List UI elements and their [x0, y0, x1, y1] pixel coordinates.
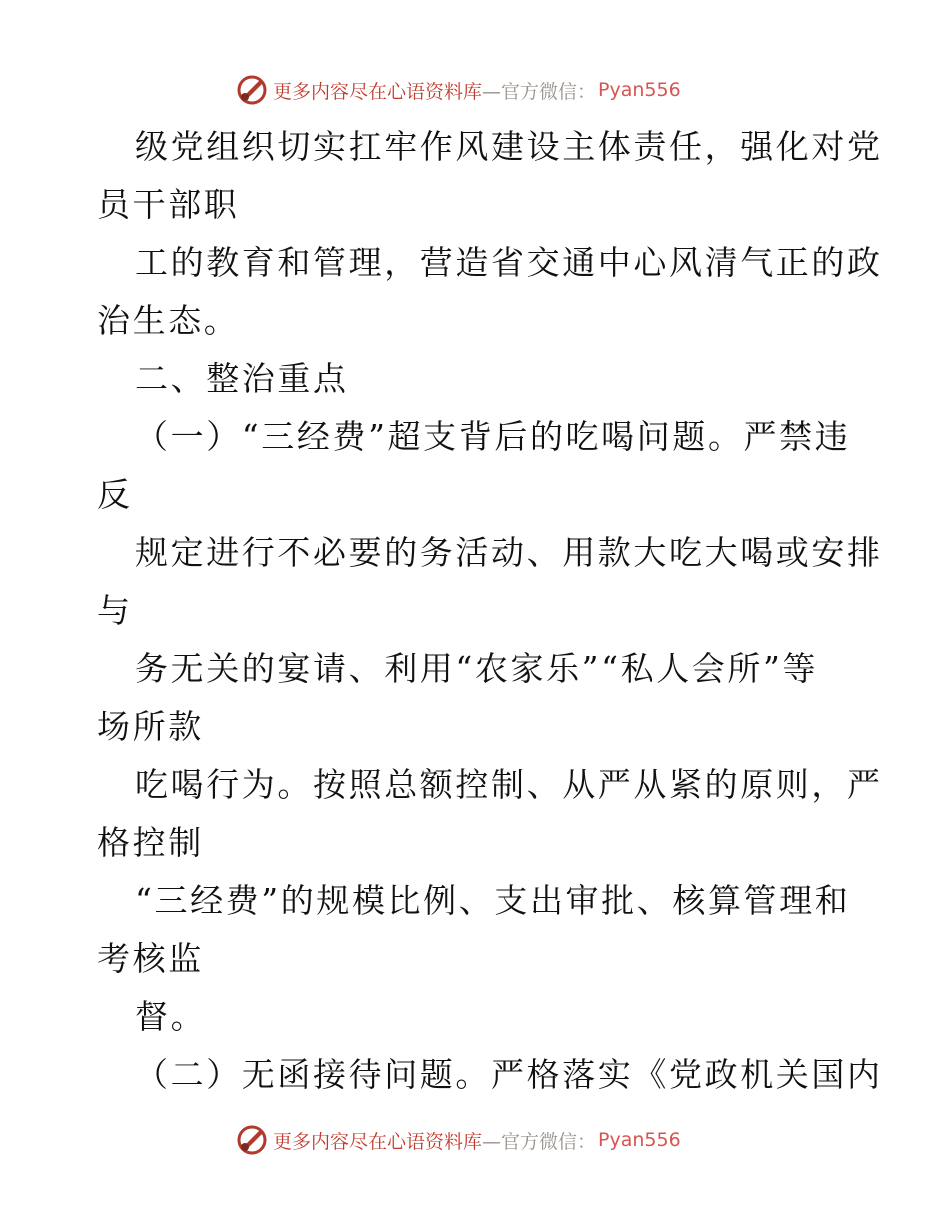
- watermark-separator-text: —官方微信：: [482, 80, 597, 103]
- text-line: 督。: [135, 997, 207, 1036]
- watermark-main-text: 更多内容尽在心语资料库: [273, 80, 483, 103]
- text-line: 工的教育和管理，营造省交通中心风清气正的政: [135, 243, 883, 282]
- text-line: 员干部职: [97, 185, 240, 224]
- text-line: 务无关的宴请、利用“农家乐”“私人会所”等: [135, 649, 819, 688]
- ink-brush-logo-icon: [236, 1124, 268, 1156]
- footer-watermark: [236, 1123, 681, 1157]
- text-line: 吃喝行为。按照总额控制、从严从紧的原则，严: [135, 765, 883, 804]
- text-line: 考核监: [97, 939, 204, 978]
- section-heading: 二、整治重点: [135, 359, 349, 398]
- header-watermark: [236, 73, 681, 107]
- text-line: （一）“三经费”超支背后的吃喝问题。严禁违: [135, 417, 851, 456]
- text-line: “三经费”的规模比例、支出审批、核算管理和: [135, 881, 851, 920]
- watermark-separator-text: —官方微信：: [482, 1130, 597, 1153]
- text-line: 格控制: [97, 823, 204, 862]
- text-line: （二）无函接待问题。严格落实《党政机关国内: [135, 1055, 883, 1094]
- text-line: 级党组织切实扛牢作风建设主体责任，强化对党: [135, 127, 883, 166]
- text-line: 反: [97, 475, 133, 514]
- watermark-wechat-id: Pyan556: [598, 1129, 681, 1151]
- ink-brush-logo-icon: [236, 74, 268, 106]
- watermark-wechat-id: Pyan556: [598, 79, 681, 101]
- text-line: 治生态。: [97, 301, 240, 340]
- text-line: 规定进行不必要的务活动、用款大吃大喝或安排: [135, 533, 883, 572]
- text-line: 与: [97, 591, 133, 630]
- watermark-main-text: 更多内容尽在心语资料库: [273, 1130, 483, 1153]
- text-line: 场所款: [97, 707, 204, 746]
